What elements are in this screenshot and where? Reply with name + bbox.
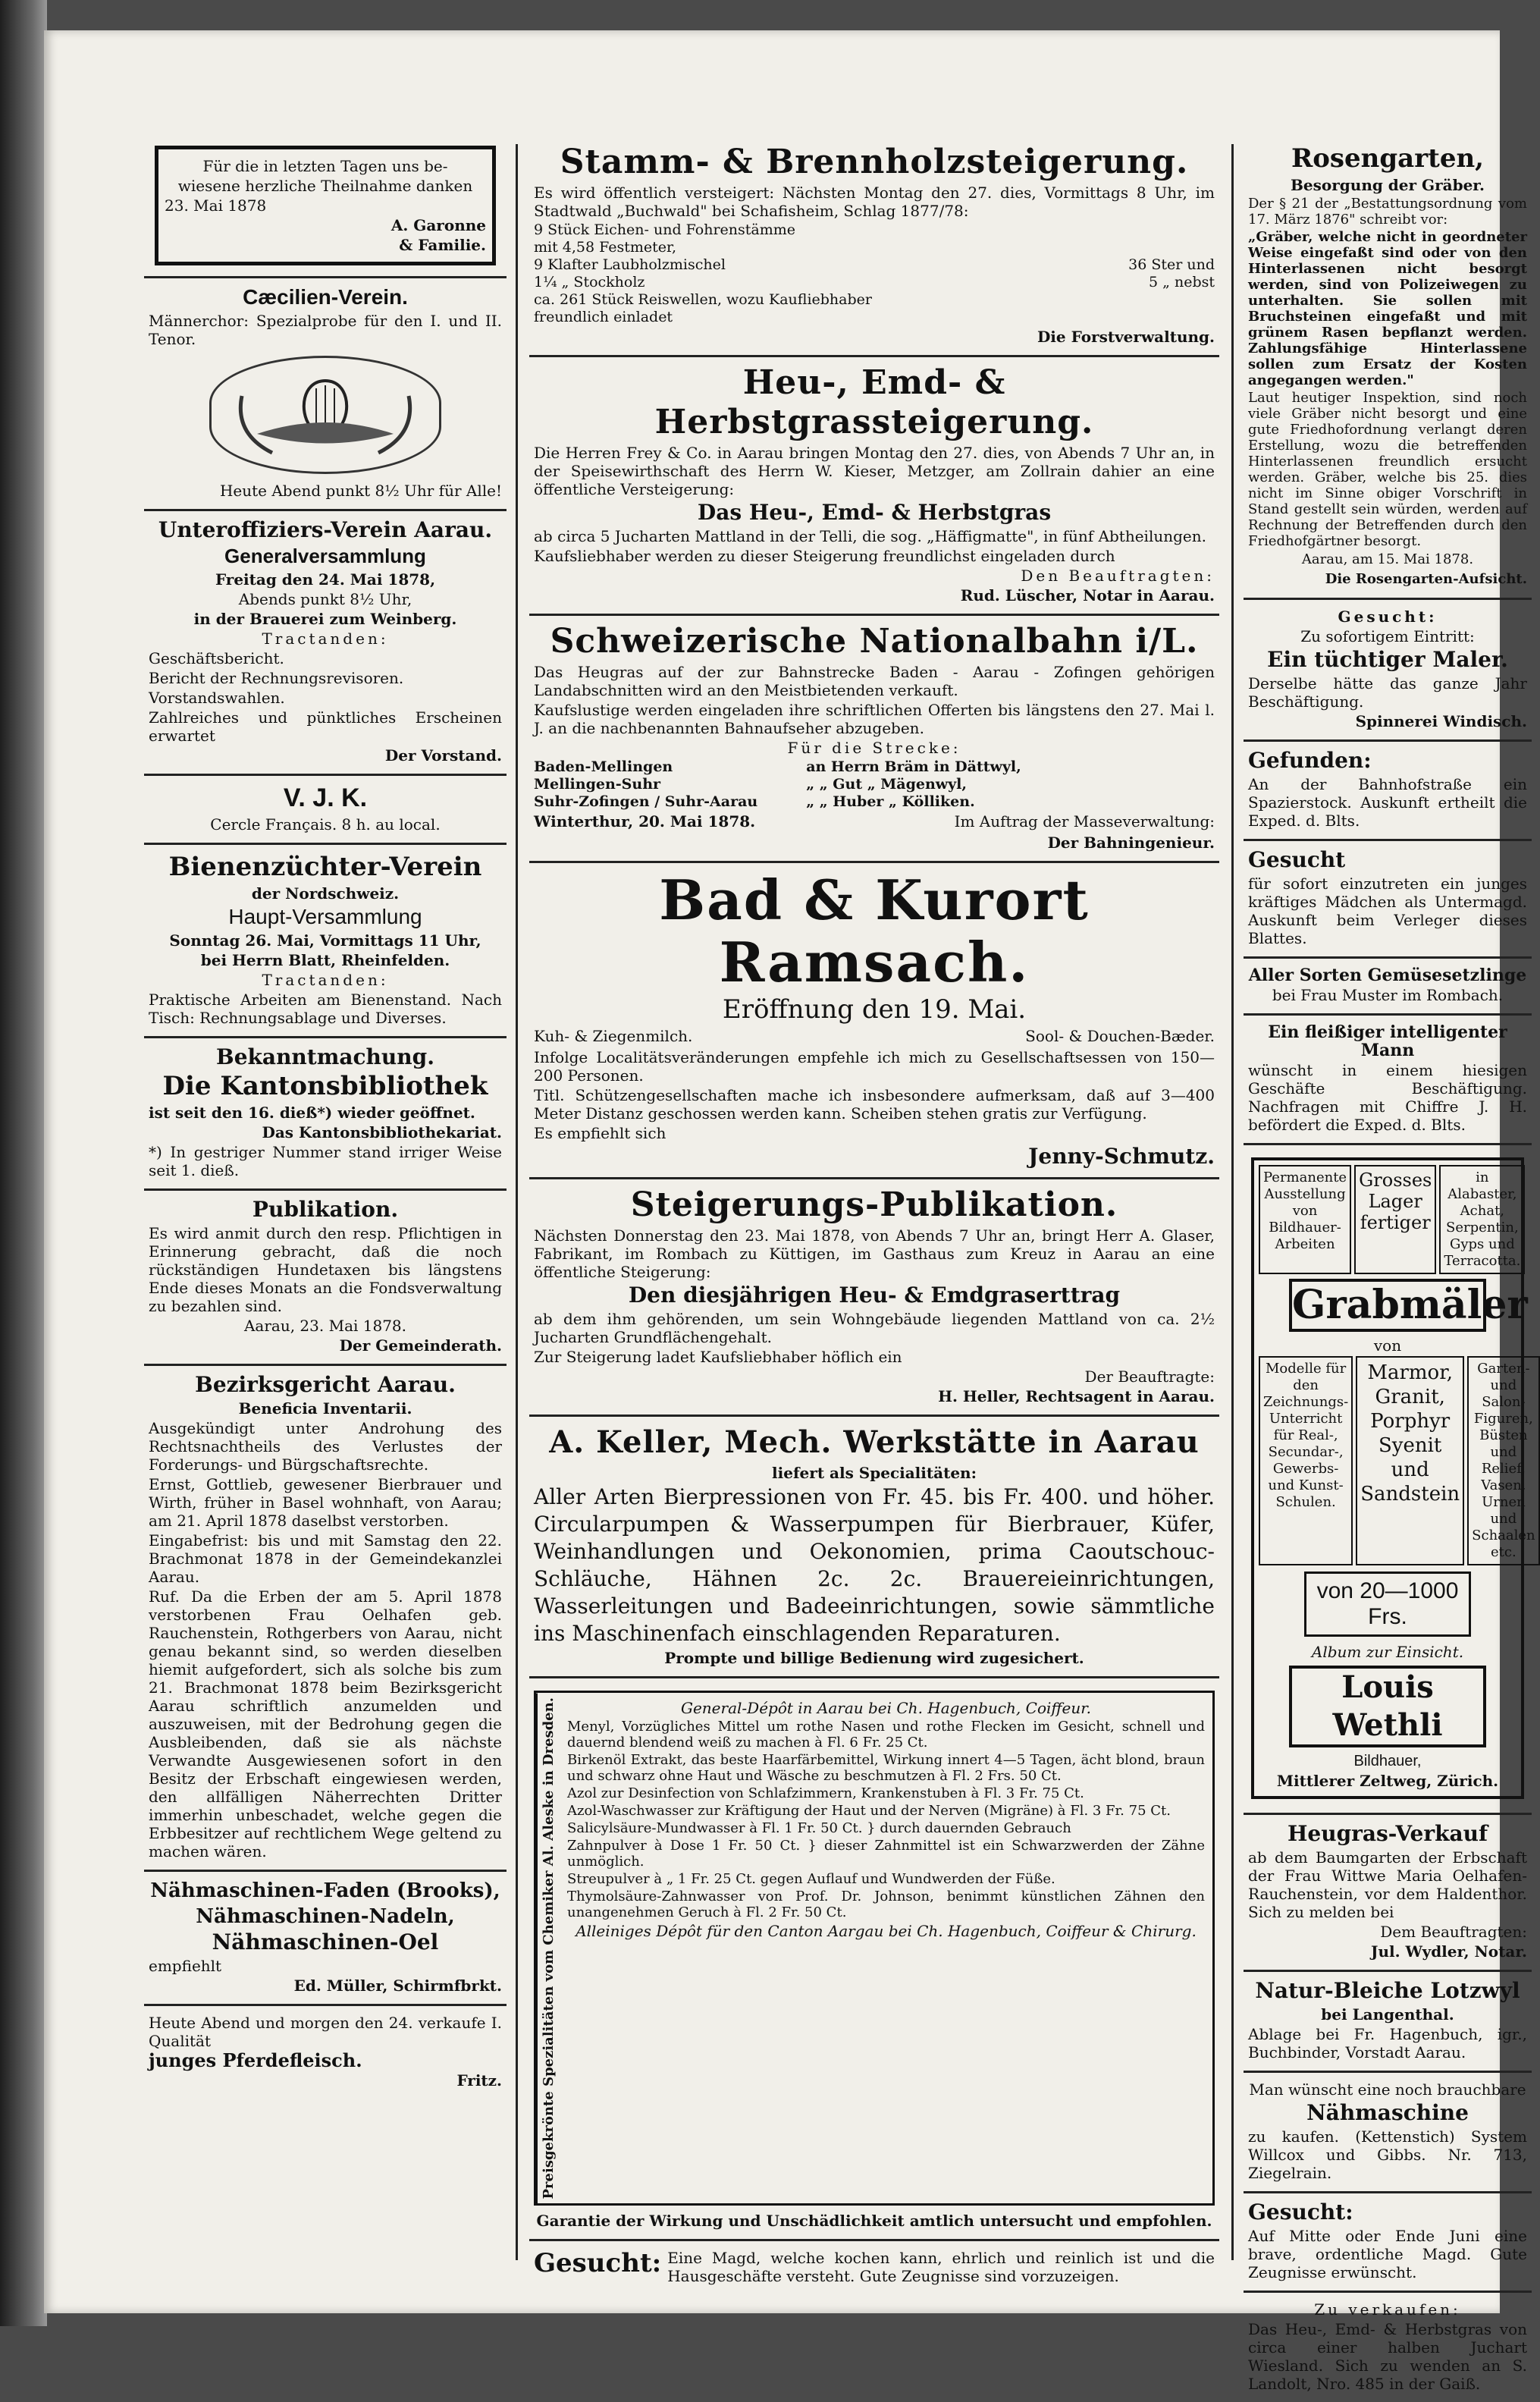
ad-title: Heu-, Emd- & Herbstgrassteigerung. xyxy=(654,363,1094,441)
ad-depot xyxy=(529,1678,1219,2241)
ad-item: junges Pferdefleisch. xyxy=(149,2049,362,2071)
ad-sign: Das Kantonsbibliothekariat. xyxy=(262,1123,502,1141)
depot-body xyxy=(560,1693,1212,2203)
ad-sign: Der Gemeinderath. xyxy=(339,1336,502,1355)
list-cell: 36 Ster und xyxy=(1128,256,1215,273)
list-item: Streupulver à „ 1 Fr. 25 Ct. gegen Auflauf und Wundwerden der Füße. xyxy=(567,1871,1055,1887)
ad-gesucht-maedchen xyxy=(1244,841,1532,959)
ad-subtitle: Besorgung der Gräber. xyxy=(1291,176,1485,194)
ad-sign: Jenny-Schmutz. xyxy=(1028,1144,1215,1169)
ad-sign: Jul. Wydler, Notar. xyxy=(1371,1942,1527,1961)
ad-pferdefleisch xyxy=(144,2006,507,2099)
ad-sign: Der Vorstand. xyxy=(384,746,502,765)
amenity-row xyxy=(534,1025,1215,1047)
ad-text: Ablage bei Fr. Hagenbuch, igr., Buchbinder, Vorstadt Aarau. xyxy=(1248,2025,1527,2061)
ad-title: Gesucht: xyxy=(534,2248,662,2279)
ad-text: ab circa 5 Jucharten Mattland in der Telli, die sog. „Häffigmatte", in fünf Abtheilungen. xyxy=(534,527,1206,545)
stone-cell: Marmor, Granit, Porphyr Syenit und Sandstein xyxy=(1356,1356,1464,1565)
ad-time: Abends punkt 8½ Uhr, xyxy=(238,590,412,608)
ad-text: Es wird öffentlich versteigert: Nächsten Montag den 27. dies, Vormittags 8 Uhr, im Stadtwald „Buchwald" bei Schafisheim, Schlag 1877/78: xyxy=(534,184,1215,220)
ad-label: Der Beauftragte: xyxy=(1084,1367,1215,1386)
ad-text: ab dem Baumgarten der Erbschaft der Frau Wittwe Maria Oelhafen-Rauchenstein, vor dem Haldenthor. Sich zu melden bei xyxy=(1248,1848,1527,1921)
ad-place: bei Herrn Blatt, Rheinfelden. xyxy=(200,951,450,969)
lyre-handshake-icon xyxy=(227,366,424,464)
stone-top-row xyxy=(1259,1165,1521,1274)
guarantee-text: Garantie der Wirkung und Unschädlichkeit amtlich untersucht und empfohlen. xyxy=(536,2212,1212,2231)
ad-text: Praktische Arbeiten am Bienenstand. Nach Tisch: Rechnungsablage und Diverses. xyxy=(149,991,502,1027)
ad-text: empfiehlt xyxy=(149,1957,222,1975)
ad-caecilien xyxy=(144,278,507,511)
list-cell: 9 Stück Eichen- und Fohrenstämme mit 4,58 Festmeter, xyxy=(534,221,796,256)
list-row xyxy=(534,776,1215,793)
ad-subtitle: Eröffnung den 19. Mai. xyxy=(722,994,1027,1025)
list-item: Birkenöl Extrakt, das beste Haarfärbemittel, Wirkung innert 4—5 Tagen, ächt blond, braun und schwarz ohne Haut und Wäsche zu beschmutzen à Fl. 2 Frs. 50 Ct. xyxy=(567,1752,1205,1784)
ad-title: Aller Sorten Gemüsesetzlinge xyxy=(1248,966,1527,985)
list-cell: 1¼ „ Stockholz xyxy=(534,274,645,290)
list-row xyxy=(534,793,1215,811)
list-cell: 5 „ nebst xyxy=(1148,274,1215,290)
ad-label: Zu verkaufen: xyxy=(1314,2300,1461,2319)
ad-text: Das Heugras auf der zur Bahnstrecke Baden - Aarau - Zofingen gehörigen Landabschnitten wird an den Meistbietenden verkauft. xyxy=(534,663,1215,699)
ad-headline: Die Kantonsbibliothek xyxy=(162,1071,488,1101)
ad-text: Zur Steigerung ladet Kaufsliebhaber höflich ein xyxy=(534,1348,902,1366)
list-row xyxy=(534,221,1215,256)
ad-subtitle: Beneficia Inventarii. xyxy=(238,1399,412,1418)
ad-event: Haupt-Versammlung xyxy=(228,905,422,928)
ad-text: Das Heu-, Emd- & Herbstgras von circa einer halben Juchart Wiesland. Sich zu wenden an S. Landolt, Nro. 485 in der Gaiß. xyxy=(1248,2320,1527,2393)
list-cell: 9 Klafter Laubholzmischel xyxy=(534,256,726,273)
ad-title: Natur-Bleiche Lotzwyl xyxy=(1255,1978,1520,2003)
ad-title: Bienenzüchter-Verein xyxy=(168,852,482,882)
ad-sign: Die Rosengarten-Aufsicht. xyxy=(1325,571,1527,587)
list-cell xyxy=(806,221,1215,256)
depot-footer: Alleiniges Dépôt für den Canton Aargau bei Ch. Hagenbuch, Coiffeur & Chirurg. xyxy=(576,1922,1197,1940)
thanks-box xyxy=(155,146,496,265)
depot-head: General-Dépôt in Aarau bei Ch. Hagenbuch, Coiffeur. xyxy=(680,1699,1091,1717)
list-item: Geschäftsbericht. xyxy=(149,649,284,667)
ad-title: A. Keller, Mech. Werkstätte in Aarau xyxy=(549,1424,1200,1460)
list-row xyxy=(534,758,1215,776)
ad-gesucht-magd2 xyxy=(1244,2193,1532,2293)
list-item: Azol-Waschwasser zur Kräftigung der Haut und der Nerven (Migräne) à Fl. 3 Fr. 75 Ct. xyxy=(567,1803,1171,1819)
ad-headline: Nähmaschine xyxy=(1306,2100,1469,2125)
sculptor-address: Mittlerer Zeltweg, Zürich. xyxy=(1276,1772,1499,1790)
ad-text: Zu sofortigem Eintritt: xyxy=(1300,627,1475,645)
list-item: Vorstandswahlen. xyxy=(149,689,285,707)
list-cell: „ „ Huber „ Kölliken. xyxy=(806,793,975,810)
ad-title: Unteroffiziers-Verein Aarau. xyxy=(158,517,493,542)
ad-title: Steigerungs-Publikation. xyxy=(630,1185,1118,1224)
stone-cell: Permanente Ausstellung von Bildhauer-Arbeiten xyxy=(1259,1165,1351,1274)
ad-title: Gesucht xyxy=(1248,847,1346,872)
ad-title: Gesucht: xyxy=(1338,608,1438,626)
ad-keller xyxy=(529,1417,1219,1678)
ad-bleiche xyxy=(1244,1972,1532,2073)
stone-mid-row xyxy=(1259,1356,1535,1565)
ad-title: V. J. K. xyxy=(283,783,368,812)
list-item: Bericht der Rechnungsrevisoren. xyxy=(149,669,404,687)
ad-sign: Rud. Lüscher, Notar in Aarau. xyxy=(960,586,1215,604)
thanks-date: 23. Mai 1878 xyxy=(165,196,267,215)
ad-text: zu kaufen. (Kettenstich) System Willcox und Gibbs. Nr. 713, Ziegelrain. xyxy=(1248,2127,1527,2182)
ad-ramsach xyxy=(529,863,1219,1179)
ad-text: Heute Abend und morgen den 24. verkaufe I. Qualität xyxy=(149,2014,502,2050)
ad-unteroffiziere xyxy=(144,511,507,776)
ad-title: Heugras-Verkauf xyxy=(1287,1821,1488,1846)
ad-text: Man wünscht eine noch brauchbare xyxy=(1249,2080,1526,2099)
list-cell: ca. 261 Stück Reiswellen, wozu Kaufliebhaber freundlich einladet xyxy=(534,291,872,325)
ad-text: Ernst, Gottlieb, gewesener Bierbrauer und Wirth, früher in Basel wohnhaft, von Aarau; am 21. April 1878 daselbst verstorben. xyxy=(149,1475,502,1530)
ad-sign: H. Heller, Rechtsagent in Aarau. xyxy=(938,1387,1215,1405)
ad-title: Schweizerische Nationalbahn i/L. xyxy=(550,622,1199,661)
stone-cell: Grosses Lager fertiger xyxy=(1354,1165,1436,1274)
column-right xyxy=(1244,137,1535,2393)
ad-title: Bekanntmachung. xyxy=(216,1044,434,1069)
ad-label: Für die Strecke: xyxy=(787,739,961,757)
ad-title: Ein fleißiger intelligenter Mann xyxy=(1268,1022,1507,1060)
ad-bezirksgericht xyxy=(144,1366,507,1872)
ad-text: Derselbe hätte das ganze Jahr Beschäftigung. xyxy=(1248,674,1527,711)
list-cell: an Herrn Bräm in Dättwyl, xyxy=(806,758,1021,775)
ad-steigerung xyxy=(529,1179,1219,1417)
album-note: Album zur Einsicht. xyxy=(1311,1643,1464,1661)
ad-text: für sofort einzutreten ein junges kräftiges Mädchen als Untermagd. Auskunft beim Verleger dieses Blattes. xyxy=(1248,874,1527,947)
list-cell xyxy=(874,291,1215,326)
ad-title: Nähmaschinen-Faden (Brooks), xyxy=(150,1879,500,1902)
amenity: Sool- & Douchen-Bæder. xyxy=(1025,1027,1215,1045)
sign-row xyxy=(534,811,1215,832)
ad-title: Nähmaschinen-Oel xyxy=(212,1929,439,1955)
ad-bienen xyxy=(144,845,507,1038)
ad-title: Nähmaschinen-Nadeln, xyxy=(196,1905,455,1928)
ad-title: Gesucht: xyxy=(1248,2199,1353,2225)
ad-text: Kaufslustige werden eingeladen ihre schriftlichen Offerten bis längstens den 27. Mai l. J. an die nachbenannten Bahnaufseher abzugeben. xyxy=(534,701,1215,737)
ad-item: Das Heu-, Emd- & Herbstgras xyxy=(697,500,1052,525)
ad-naehmaschinen xyxy=(144,1872,507,2006)
ad-text: Titl. Schützengesellschaften mache ich insbesondere aufmerksam, daß auf 3—400 Meter Distanz geschossen werden kann. Scheiben stehen gratis zur Verfügung. xyxy=(534,1086,1215,1123)
ad-title: Cæcilien-Verein. xyxy=(243,285,408,309)
list-item: Menyl, Vorzügliches Mittel um rothe Nasen und rothe Flecken im Gesicht, schnell und dauernd blendend weiß zu machen à Fl. 6 Fr. 25 Ct. xyxy=(567,1719,1205,1750)
ad-footer: Prompte und billige Bedienung wird zugesichert. xyxy=(664,1649,1084,1667)
ad-label: Tractanden: xyxy=(262,971,389,989)
ad-place: in der Brauerei zum Weinberg. xyxy=(193,610,457,628)
ad-text: ist seit den 16. dieß*) wieder geöffnet. xyxy=(149,1104,475,1122)
ad-text: Die Herren Frey & Co. in Aarau bringen Montag den 27. dies, von Abends 7 Uhr an, in der Speisewirthschaft des Herrn W. Kieser, Metzger, am Zollrain dahier an eine öffentliche Versteigerung: xyxy=(534,444,1215,498)
ad-sign: Ed. Müller, Schirmfbrkt. xyxy=(293,1977,502,1995)
column-middle xyxy=(529,137,1219,2286)
ad-heu xyxy=(529,357,1219,616)
ad-date: Aarau, am 15. Mai 1878. xyxy=(1301,551,1474,567)
ad-headline: Ein tüchtiger Maler. xyxy=(1267,647,1508,672)
lyre-emblem xyxy=(209,356,441,474)
depot-side-label: Preisgekrönte Spezialitäten vom Chemiker Al. Aleske in Dresden. xyxy=(536,1693,560,2203)
ad-sign: Der Bahningenieur. xyxy=(1047,834,1215,852)
stone-cell: Garten- und Salon-Figuren, Büsten und Relief, Vasen, Urnen und Schaalen etc. xyxy=(1467,1356,1539,1565)
ad-maler xyxy=(1244,600,1532,742)
thanks-line: Für die in letzten Tagen uns be- xyxy=(202,157,448,175)
ad-label: Im Auftrag der Masseverwaltung: xyxy=(954,812,1215,830)
ad-text: Es empfiehlt sich xyxy=(534,1124,666,1142)
ad-date: Winterthur, 20. Mai 1878. xyxy=(534,812,756,830)
ad-text: Ausgekündigt unter Androhung des Rechtsnachtheils des Verlustes der Forderungs- und Bürgschaftsrechte. xyxy=(149,1419,502,1474)
ad-zu-verkaufen xyxy=(1244,2293,1532,2402)
sculptor-name: Louis Wethli xyxy=(1289,1666,1486,1747)
grabmaeler-title: Grabmäler xyxy=(1289,1279,1486,1332)
ad-bekanntmachung xyxy=(144,1038,507,1191)
ad-sign: Fritz. xyxy=(456,2071,502,2090)
newspaper-page xyxy=(44,30,1535,2393)
ad-text: wünscht in einem hiesigen Geschäfte Beschäftigung. Nachfragen mit Chiffre J. H. befördert die Exped. d. Blts. xyxy=(1248,1061,1527,1134)
ad-heugras-verkauf xyxy=(1244,1815,1532,1972)
ad-note: *) In gestriger Nummer stand irriger Weise seit 1. dieß. xyxy=(149,1143,502,1179)
ad-stammholz xyxy=(529,137,1219,357)
ad-text: Eine Magd, welche kochen kann, ehrlich und reinlich ist und die Hausgeschäfte versteht. Gute Zeugnisse sind vorzuzeigen. xyxy=(667,2249,1215,2286)
ad-date: Sonntag 26. Mai, Vormittags 11 Uhr, xyxy=(169,931,481,950)
column-rule xyxy=(1231,144,1234,2260)
list-item: Zahnpulver à Dose 1 Fr. 50 Ct. } dieser Zahnmittel ist ein Schwarzwerden der Zähne unmöglich. xyxy=(567,1838,1205,1870)
ad-text: ab dem ihm gehörenden, um sein Wohngebäude liegenden Mattland von ca. 2½ Jucharten Grundflächengehalt. xyxy=(534,1310,1215,1346)
ad-text: Kaufsliebhaber werden zu dieser Steigerung freundlichst eingeladen durch xyxy=(534,547,1115,565)
ad-text: Zahlreiches und pünktliches Erscheinen erwartet xyxy=(149,708,502,745)
thanks-sign: & Familie. xyxy=(399,236,486,254)
ad-date: Freitag den 24. Mai 1878, xyxy=(215,570,436,589)
list-item: Azol zur Desinfection von Schlafzimmern, Krankenstuben à Fl. 3 Fr. 75 Ct. xyxy=(567,1785,1084,1801)
ad-text: Männerchor: Spezialprobe für den I. und II. Tenor. xyxy=(149,312,502,348)
ad-subtitle: der Nordschweiz. xyxy=(251,884,400,903)
amenity: Kuh- & Ziegenmilch. xyxy=(534,1027,693,1045)
ad-title: Gefunden: xyxy=(1248,748,1372,773)
ad-sign: Spinnerei Windisch. xyxy=(1355,712,1527,730)
gesucht-row xyxy=(534,2247,1215,2287)
depot-box xyxy=(534,1691,1215,2206)
ad-title: Stamm- & Brennholzsteigerung. xyxy=(560,143,1189,181)
list-row xyxy=(534,291,1215,326)
list-item: Thymolsäure-Zahnwasser von Prof. Dr. Johnson, benimmt künstlichen Zähnen den unangenehmen Geruch à Fl. 2 Fr. 50 Ct. xyxy=(567,1889,1205,1920)
list-row xyxy=(534,256,1215,274)
ad-text: Der § 21 der „Bestattungsordnung vom 17. März 1876" schreibt vor: xyxy=(1248,196,1527,228)
ad-label: Tractanden: xyxy=(262,630,389,648)
ad-setzlinge xyxy=(1244,959,1532,1016)
ad-naehmaschine xyxy=(1244,2073,1532,2193)
price-range: von 20—1000 Frs. xyxy=(1304,1572,1471,1637)
ad-text: Aller Arten Bierpressionen von Fr. 45. bis Fr. 400. und höher. Circularpumpen & Wasserpumpen für Bierbrauer, Küfer, Weinhandlungen und Oekonomien, prima Caoutschouc-Schläuche, Hähnen 2c. 2c. Brauereieinrichtungen, Wasserleitungen und Badeeinrichtungen, sowie sämmtliche ins Maschinenfach einschlagenden Reparaturen. xyxy=(534,1484,1215,1646)
list-cell: „ „ Gut „ Mägenwyl, xyxy=(806,776,968,793)
ad-text: Cercle Français. 8 h. au local. xyxy=(210,815,441,834)
ad-title: Publikation. xyxy=(252,1197,399,1222)
ad-nationalbahn xyxy=(529,616,1219,863)
ad-subtitle: liefert als Specialitäten: xyxy=(772,1464,977,1482)
stone-label: von xyxy=(1373,1336,1402,1355)
ad-quote: „Gräber, welche nicht in geordneter Weise eingefaßt sind oder von den Hinterlassenen nicht besorgt werden, sind von Polizeiwegen zu unterhalten. Sie sollen mit Bruchsteinen eingefaßt und mit grünem Rasen bepflanzt werden. Zahlungsfähige Hinterlassene sollen zum Ersatz der Kosten angegangen werden." xyxy=(1248,229,1527,388)
ad-date: Aarau, 23. Mai 1878. xyxy=(243,1317,407,1335)
ad-subtitle: Generalversammlung xyxy=(224,545,426,567)
book-binding xyxy=(0,0,47,2326)
ad-title: Bezirksgericht Aarau. xyxy=(195,1372,456,1397)
ad-gesucht-magd xyxy=(529,2241,1219,2294)
list-item: Salicylsäure-Mundwasser à Fl. 1 Fr. 50 Ct. } durch dauernden Gebrauch xyxy=(567,1820,1071,1836)
ad-sign: Die Forstverwaltung. xyxy=(1037,328,1215,346)
ad-rosengarten xyxy=(1244,137,1532,600)
thanks-line: wiesene herzliche Theilnahme danken xyxy=(177,177,473,195)
stone-box xyxy=(1251,1157,1535,1799)
ad-subtitle: bei Langenthal. xyxy=(1321,2005,1454,2024)
stone-cell: Modelle für den Zeichnungs-Unterricht für Real-, Secundar-, Gewerbs- und Kunst-Schulen. xyxy=(1259,1356,1353,1565)
ad-text: bei Frau Muster im Rombach. xyxy=(1272,986,1504,1004)
ad-gefunden xyxy=(1244,742,1532,841)
ad-label: Den Beauftragten: xyxy=(1021,567,1215,585)
ad-title: Rosengarten, xyxy=(1291,143,1485,174)
ad-vjk xyxy=(144,776,507,845)
ad-text: Heute Abend punkt 8½ Uhr für Alle! xyxy=(219,482,502,500)
ad-text: An der Bahnhofstraße ein Spazierstock. Auskunft ertheilt die Exped. d. Blts. xyxy=(1248,775,1527,830)
ad-text: Es wird anmit durch den resp. Pflichtigen in Erinnerung gebracht, daß die noch rückständigen Hundetaxen bis längstens Ende dieses Monats an die Fondsverwaltung zu bezahlen sind. xyxy=(149,1224,502,1315)
column-rule xyxy=(516,144,518,2260)
ad-publikation xyxy=(144,1191,507,1366)
column-left xyxy=(144,137,507,2268)
list-cell: Baden-Mellingen xyxy=(534,758,673,775)
ad-grabmaeler xyxy=(1244,1145,1535,1815)
ad-text: Infolge Localitätsveränderungen empfehle ich mich zu Gesellschaftsessen von 150—200 Personen. xyxy=(534,1048,1215,1085)
list-cell: Suhr-Zofingen / Suhr-Aarau xyxy=(534,793,758,810)
list-cell: Mellingen-Suhr xyxy=(534,776,661,793)
list-row xyxy=(534,274,1215,291)
ad-item: Den diesjährigen Heu- & Emdgraserttrag xyxy=(628,1283,1121,1308)
sculptor-job: Bildhauer, xyxy=(1353,1753,1422,1769)
ad-text: Ruf. Da die Erben der am 5. April 1878 verstorbenen Frau Oelhafen geb. Rauchenstein, Rothgerbers von Aarau, nicht genau bekannt sind, so werden dieselben hiemit aufgefordert, sich als solche bis zum 21. Brachmonat 1878 beim Bezirksgericht Aarau schriftlich anzumelden und auszuweisen, mit der Bedrohung gegen die Ausbleibenden, daß sie als nächste Verwandte Ausgewiesenen sofort in den Besitz der Erbschaft eingewiesen werden, den allfälligen Näherrechten Dritter immerhin unbeschadet, welche gegen die Erbbesitzer auf rechtlichem Wege geltend zu machen wären. xyxy=(149,1587,502,1860)
thanks-sign: A. Garonne xyxy=(390,216,486,234)
stone-cell: in Alabaster, Achat, Serpentin, Gyps und Terracotta. xyxy=(1439,1165,1525,1274)
ad-text: Eingabefrist: bis und mit Samstag den 22. Brachmonat 1878 in der Gemeindekanzlei Aarau. xyxy=(149,1531,502,1586)
ad-mann xyxy=(1244,1016,1532,1145)
ad-title: Bad & Kurort Ramsach. xyxy=(659,868,1090,994)
ad-text: Laut heutiger Inspektion, sind noch viele Gräber nicht besorgt und eine gute Friedhofordnung verlangt deren Erstellung, wozu die betreffenden Hinterlassenen freundlich ersucht werden. Gräber, welche bis 25. dies nicht im Sinne obiger Vorschrift in Stand gestellt sein würden, werden auf Rechnung der Betreffenden durch den Friedhofgärtner besorgt. xyxy=(1248,390,1527,549)
ad-label: Dem Beauftragten: xyxy=(1380,1923,1527,1941)
ad-text: Auf Mitte oder Ende Juni eine brave, ordentliche Magd. Gute Zeugnisse erwünscht. xyxy=(1248,2227,1527,2281)
ad-text: Nächsten Donnerstag den 23. Mai 1878, von Abends 7 Uhr an, bringt Herr A. Glaser, Fabrikant, im Rombach zu Küttigen, im Gasthaus zum Kreuz in Aarau an eine öffentliche Steigerung: xyxy=(534,1226,1215,1281)
ad-thanks xyxy=(144,137,507,278)
